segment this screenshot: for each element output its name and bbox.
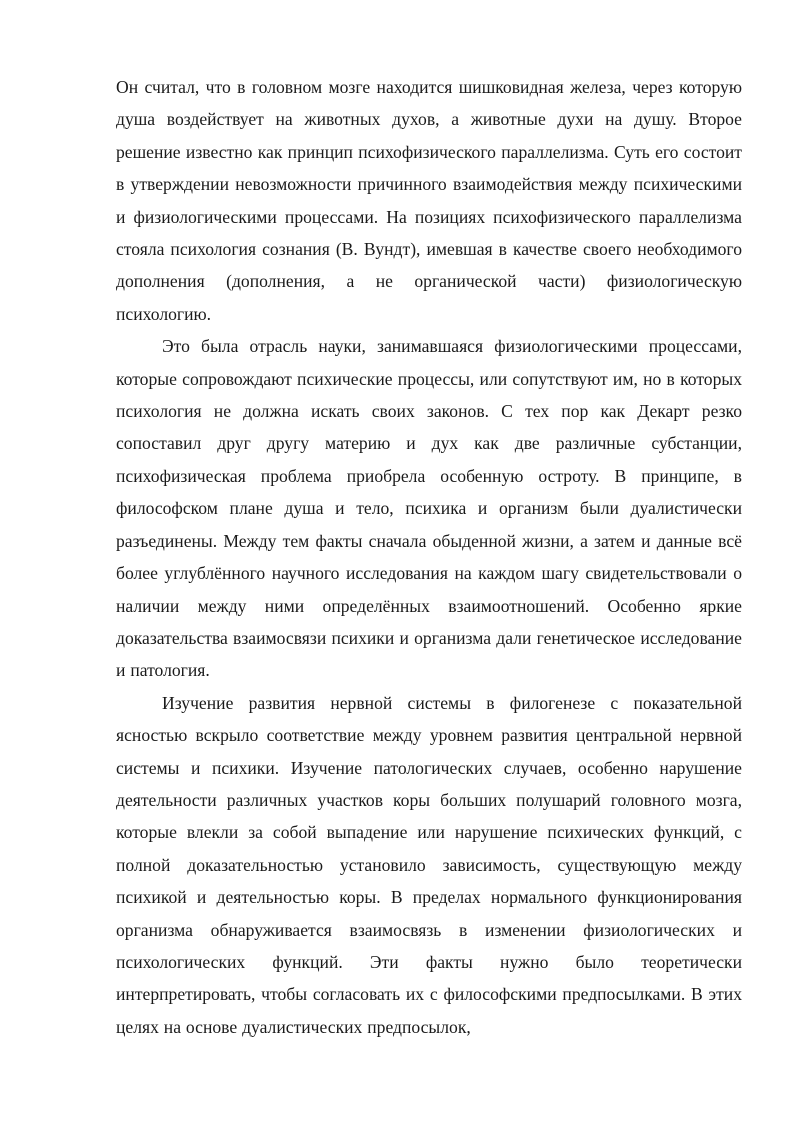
paragraph-1: Он считал, что в головном мозге находится шишковидная железа, через которую душа воздействует на животных духов, а животные духи на душу. Второе решение известно как принцип психофизического параллелизма. Суть его состоит в утверждении невозможности причинного взаимодействия между психическими и физиологическими процессами. На позициях психофизического параллелизма стояла психология сознания (В. Вундт), имевшая в качестве своего необходимого дополнения (дополнения, а не органической части) физиологическую психологию.	[116, 77, 742, 324]
paragraph-3: Изучение развития нервной системы в филогенезе с показательной ясностью вскрыло соответствие между уровнем развития центральной нервной системы и психики. Изучение патологических случаев, особенно нарушение деятельности различных участков коры больших полушарий головного мозга, которые влекли за собой выпадение или нарушение психических функций, с полной доказательностью установило зависимость, существующую между психикой и деятельностью коры. В пределах нормального функционирования организма обнаруживается взаимосвязь в изменении физиологических и психологических функций. Эти факты нужно было теоретически интерпретировать, чтобы согласовать их с философскими предпосылками. В этих целях на основе дуалистических предпосылок,	[116, 692, 742, 1037]
page-body	[116, 71, 742, 1043]
paragraph-2: Это была отрасль науки, занимавшаяся физиологическими процессами, которые сопровождают психические процессы, или сопутствуют им, но в которых психология не должна искать своих законов. С тех пор как Декарт резко сопоставил друг другу материю и дух как две различные субстанции, психофизическая проблема приобрела особенную остроту. В принципе, в философском плане душа и тело, психика и организм были дуалистически разъединены. Между тем факты сначала обыденной жизни, а затем и данные всё более углублённого научного исследования на каждом шагу свидетельствовали о наличии между ними определённых взаимоотношений. Особенно яркие доказательства взаимосвязи психики и организма дали генетическое исследование и патология.	[116, 336, 742, 681]
